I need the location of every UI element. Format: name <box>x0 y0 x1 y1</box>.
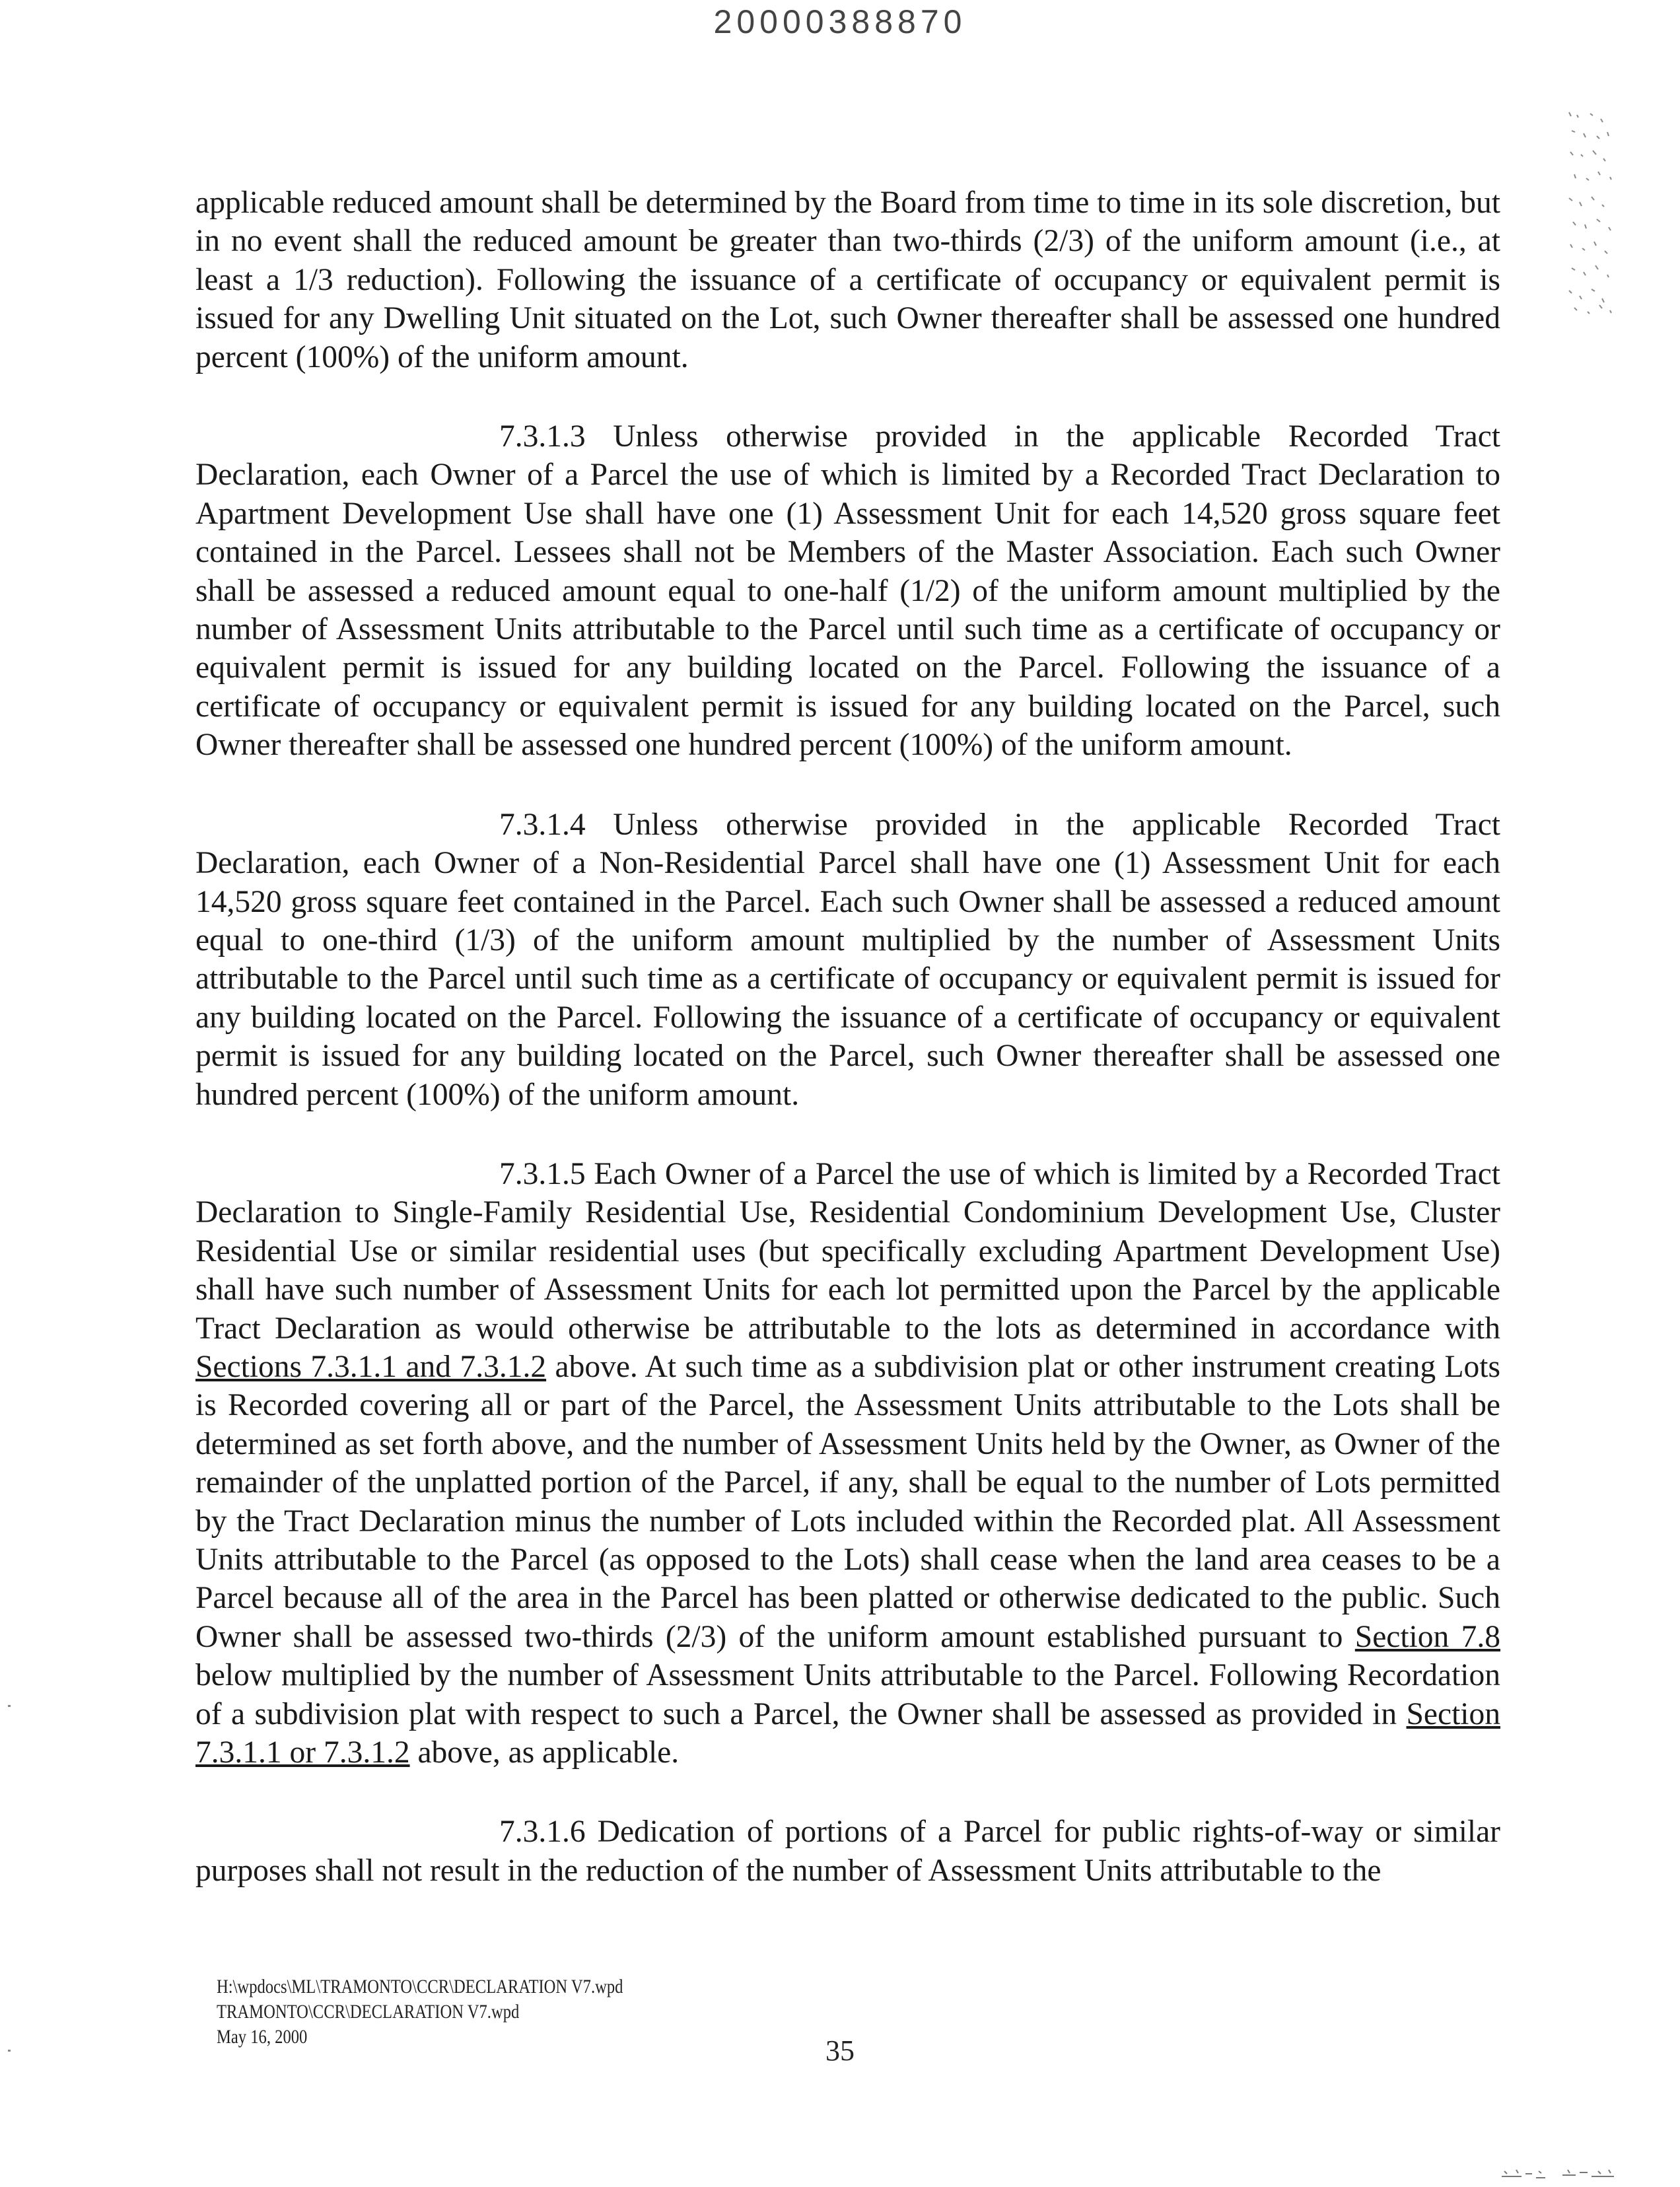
paragraph-7-3-1-5 <box>195 1155 1500 1772</box>
paragraph-7-3-1-5-text-b: above. At such time as a subdivision plat or other instrument creating Lots is Recorded covering all or part of the Parcel, the Assessment Units attributable to the Lots shall be determined as set forth above, and the number of Assessment Units held by the Owner, as Owner of the remainder of the unplatted portion of the Parcel, if any, shall be equal to the number of Lots permitted by the Tract Declaration minus the number of Lots included within the Recorded plat. All Assessment Units attributable to the Parcel (as opposed to the Lots) shall cease when the land area ceases to be a Parcel because all of the area in the Parcel has been platted or otherwise dedicated to the public. Such Owner shall be assessed two-thirds (2/3) of the uniform amount established pursuant to <box>195 1349 1500 1654</box>
paragraph-7-3-1-4-text: 7.3.1.4 Unless otherwise provided in the applicable Recorded Tract Declaration, each Owner of a Non-Residential Parcel shall have one (1) Assessment Unit for each 14,520 gross square feet contained in the Parcel. Each such Owner shall be assessed a reduced amount equal to one-third (1/3) of the uniform amount multiplied by the number of Assessment Units attributable to the Parcel until such time as a certificate of occupancy or equivalent permit is issued for any building located on the Parcel. Following the issuance of a certificate of occupancy or equivalent permit is issued for any building located on the Parcel, such Owner thereafter shall be assessed one hundred percent (100%) of the uniform amount. <box>195 807 1500 1112</box>
scan-artifact-marks <box>1564 106 1617 317</box>
paragraph-continuation: applicable reduced amount shall be determined by the Board from time to time in its sole discretion, but in no event shall the reduced amount be greater than two-thirds (2/3) of the uniform amount (i.e., at least a 1/3 reduction). Following the issuance of a certificate of occupancy or equivalent permit is issued for any Dwelling Unit situated on the Lot, such Owner thereafter shall be assessed one hundred percent (100%) of the uniform amount. <box>195 186 1501 374</box>
paragraph-7-3-1-6 <box>195 1813 1500 1890</box>
scan-edge-mark <box>8 1705 11 1707</box>
paragraph-7-3-1-6-text: 7.3.1.6 Dedication of portions of a Parcel for public rights-of-way or similar purposes shall not result in the reduction of the number of Assessment Units attributable to the <box>195 1815 1500 1888</box>
section-reference-7-8: Section 7.8 <box>1354 1619 1500 1654</box>
section-reference-7-3-1-1-and-7-3-1-2: Sections 7.3.1.1 and 7.3.1.2 <box>195 1349 547 1384</box>
footer-path-line-2: TRAMONTO\CCR\DECLARATION V7.wpd <box>217 2001 520 2023</box>
paragraph-7-3-1-4 <box>195 806 1500 1114</box>
footer-path-line-1: H:\wpdocs\ML\TRAMONTO\CCR\DECLARATION V7.wpd <box>217 1976 623 1997</box>
paragraph-7-3-1-5-text-c: below multiplied by the number of Assessment Units attributable to the Parcel. Following Recordation of a subdivision plat with respect to such a Parcel, the Owner shall be assessed as provided in <box>195 1658 1500 1731</box>
paragraph-7-3-1-5-text-d: above, as applicable. <box>409 1735 680 1770</box>
scan-artifact-marks-bottom <box>1499 2167 1618 2182</box>
footer-date: May 16, 2000 <box>217 2026 308 2048</box>
paragraph-7-3-1-3-text: 7.3.1.3 Unless otherwise provided in the applicable Recorded Tract Declaration, each Owner of a Parcel the use of which is limited by a Recorded Tract Declaration to Apartment Development Use shall have one (1) Assessment Unit for each 14,520 gross square feet contained in the Parcel. Lessees shall not be Members of the Master Association. Each such Owner shall be assessed a reduced amount equal to one-half (1/2) of the uniform amount multiplied by the number of Assessment Units attributable to the Parcel until such time as a certificate of occupancy or equivalent permit is issued for any building located on the Parcel. Following the issuance of a certificate of occupancy or equivalent permit is issued for any building located on the Parcel, such Owner thereafter shall be assessed one hundred percent (100%) of the uniform amount. <box>195 419 1500 763</box>
section-reference-7-3-1-1-or-7-3-1-2: Section 7.3.1.1 or 7.3.1.2 <box>195 1696 1500 1770</box>
document-number: 20000388870 <box>713 3 967 40</box>
document-body <box>195 184 1500 1931</box>
paragraph-7-3-1-3 <box>195 417 1500 765</box>
page-number: 35 <box>825 2034 855 2067</box>
paragraph-7-3-1-5-text-a: 7.3.1.5 Each Owner of a Parcel the use of which is limited by a Recorded Tract Declaration to Single-Family Residential Use, Residential Condominium Development Use, Cluster Residential Use or similar residential uses (but specifically excluding Apartment Development Use) shall have such number of Assessment Units for each lot permitted upon the Parcel by the applicable Tract Declaration as would otherwise be attributable to the lots as determined in accordance with <box>195 1156 1500 1346</box>
